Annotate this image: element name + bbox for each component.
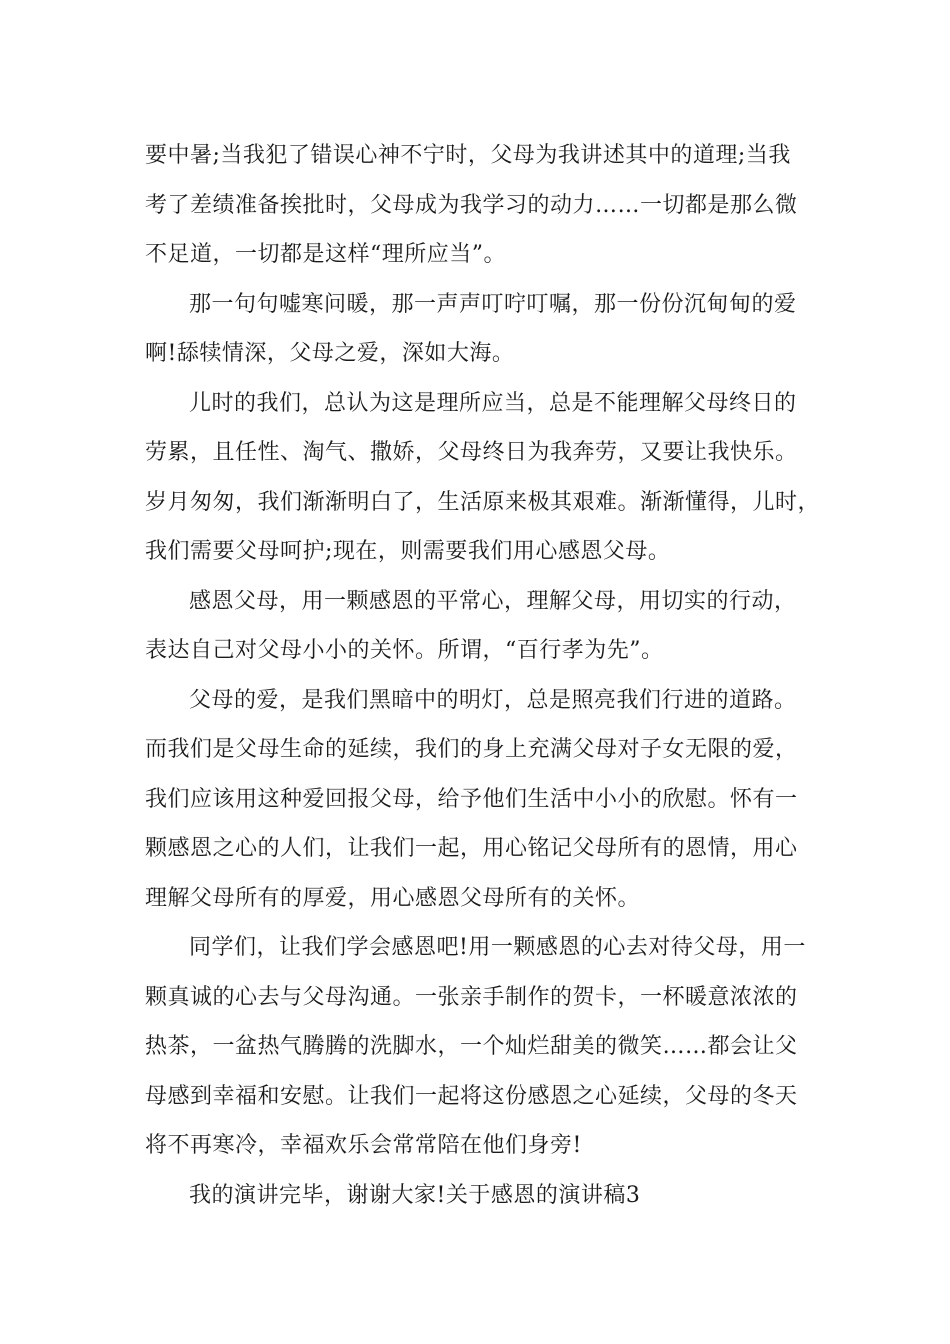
text-line: 表达自己对父母小小的关怀。所谓，“百行孝为先”。	[145, 638, 664, 663]
text-line: 同学们，让我们学会感恩吧!用一颗感恩的心去对待父母，用一	[189, 935, 806, 960]
text-line: 劳累，且任性、淘气、撒娇，父母终日为我奔劳，又要让我快乐。	[145, 440, 798, 465]
document-body	[145, 131, 825, 1220]
text-line: 那一句句嘘寒问暖，那一声声叮咛叮嘱，那一份份沉甸甸的爱	[189, 291, 797, 317]
text-line: 岁月匆匆，我们渐渐明白了，生活原来极其艰难。渐渐懂得，儿时，	[145, 489, 821, 515]
text-line: 儿时的我们，总认为这是理所应当，总是不能理解父母终日的	[189, 390, 797, 416]
paragraph	[145, 280, 825, 379]
text-line: 考了差绩准备挨批时，父母成为我学习的动力……一切都是那么微	[145, 192, 798, 218]
text-line: 感恩父母，用一颗感恩的平常心，理解父母，用切实的行动，	[189, 588, 797, 614]
text-line: 将不再寒冷，幸福欢乐会常常陪在他们身旁!	[145, 1133, 582, 1158]
paragraph	[145, 1171, 825, 1221]
text-line: 要中暑;当我犯了错误心神不宁时，父母为我讲述其中的道理;当我	[145, 143, 791, 168]
text-line: 热茶，一盆热气腾腾的洗脚水，一个灿烂甜美的微笑……都会让父	[145, 1034, 798, 1059]
text-line: 母感到幸福和安慰。让我们一起将这份感恩之心延续，父母的冬天	[145, 1083, 798, 1109]
paragraph	[145, 379, 825, 577]
text-line: 我们应该用这种爱回报父母，给予他们生活中小小的欣慰。怀有一	[145, 786, 798, 812]
text-line: 我们需要父母呵护;现在，则需要我们用心感恩父母。	[145, 539, 671, 564]
text-line: 父母的爱，是我们黑暗中的明灯，总是照亮我们行进的道路。	[189, 687, 797, 713]
paragraph	[145, 923, 825, 1171]
text-line: 颗感恩之心的人们，让我们一起，用心铭记父母所有的恩情，用心	[145, 836, 798, 861]
paragraph	[145, 577, 825, 676]
text-line: 而我们是父母生命的延续，我们的身上充满父母对子女无限的爱，	[145, 737, 798, 762]
text-line: 颗真诚的心去与父母沟通。一张亲手制作的贺卡，一杯暖意浓浓的	[145, 984, 798, 1010]
text-line: 啊!舔犊情深，父母之爱，深如大海。	[145, 341, 515, 366]
paragraph	[145, 676, 825, 924]
text-line: 理解父母所有的厚爱，用心感恩父母所有的关怀。	[145, 885, 641, 911]
paragraph	[145, 131, 825, 280]
text-line: 我的演讲完毕，谢谢大家!关于感恩的演讲稿3	[189, 1182, 641, 1208]
text-line: 不足道，一切都是这样“理所应当”。	[145, 242, 506, 267]
